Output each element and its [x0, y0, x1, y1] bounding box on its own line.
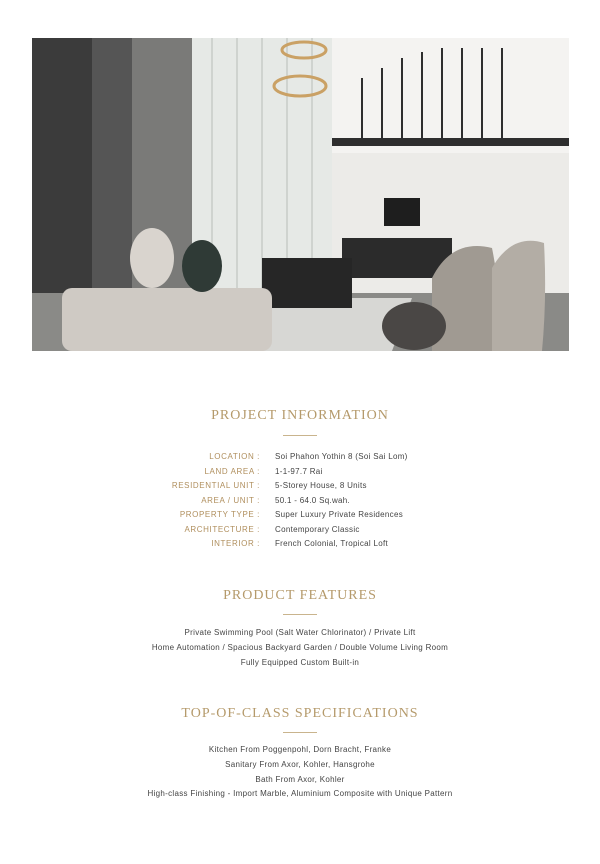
- interior-photo-illustration: [32, 38, 569, 351]
- feature-line: Home Automation / Spacious Backyard Garden / Double Volume Living Room: [151, 642, 449, 652]
- title-divider: [283, 435, 317, 436]
- info-row-residential-unit: [0, 479, 600, 494]
- feature-line: Private Swimming Pool (Salt Water Chlorinator) / Private Lift: [184, 628, 416, 637]
- info-label: ARCHITECTURE :: [184, 524, 260, 534]
- info-value: 50.1 - 64.0 Sq.wah.: [275, 495, 351, 505]
- info-label: LOCATION :: [209, 452, 260, 461]
- info-row-architecture: [0, 523, 600, 538]
- project-information-list: [0, 450, 600, 552]
- info-label: LAND AREA :: [204, 466, 260, 476]
- info-row-property-type: [0, 508, 600, 523]
- title-divider: [283, 732, 317, 733]
- title-divider: [283, 614, 317, 615]
- info-value: Soi Phahon Yothin 8 (Soi Sai Lom): [275, 452, 408, 461]
- hero-photo: [32, 38, 569, 351]
- info-value: Contemporary Classic: [275, 524, 360, 534]
- info-value: Super Luxury Private Residences: [275, 510, 404, 519]
- specifications-list: [0, 743, 600, 802]
- info-row-area-unit: [0, 494, 600, 509]
- info-row-interior: [0, 537, 600, 552]
- info-label: AREA / UNIT :: [201, 495, 260, 505]
- specifications-title: TOP-OF-CLASS SPECIFICATIONS: [181, 706, 419, 721]
- info-label: INTERIOR :: [211, 539, 260, 548]
- product-features-list: [0, 626, 600, 670]
- project-information-title: PROJECT INFORMATION: [211, 408, 389, 423]
- info-label: RESIDENTIAL UNIT :: [171, 481, 260, 490]
- spec-line: Kitchen From Poggenpohl, Dorn Bracht, Franke: [208, 745, 392, 754]
- info-label: PROPERTY TYPE :: [179, 510, 260, 519]
- info-value: 1-1-97.7 Rai: [275, 466, 323, 476]
- info-value: 5-Storey House, 8 Units: [275, 481, 367, 490]
- info-row-location: [0, 450, 600, 465]
- spec-line: Bath From Axor, Kohler: [255, 774, 345, 784]
- product-features-title: PRODUCT FEATURES: [223, 588, 377, 603]
- info-value: French Colonial, Tropical Loft: [275, 539, 389, 548]
- spec-line: High-class Finishing - Import Marble, Aluminium Composite with Unique Pattern: [147, 789, 453, 799]
- info-row-land-area: [0, 465, 600, 480]
- spec-line: Sanitary From Axor, Kohler, Hansgrohe: [225, 759, 375, 769]
- feature-line: Fully Equipped Custom Built-in: [240, 657, 360, 667]
